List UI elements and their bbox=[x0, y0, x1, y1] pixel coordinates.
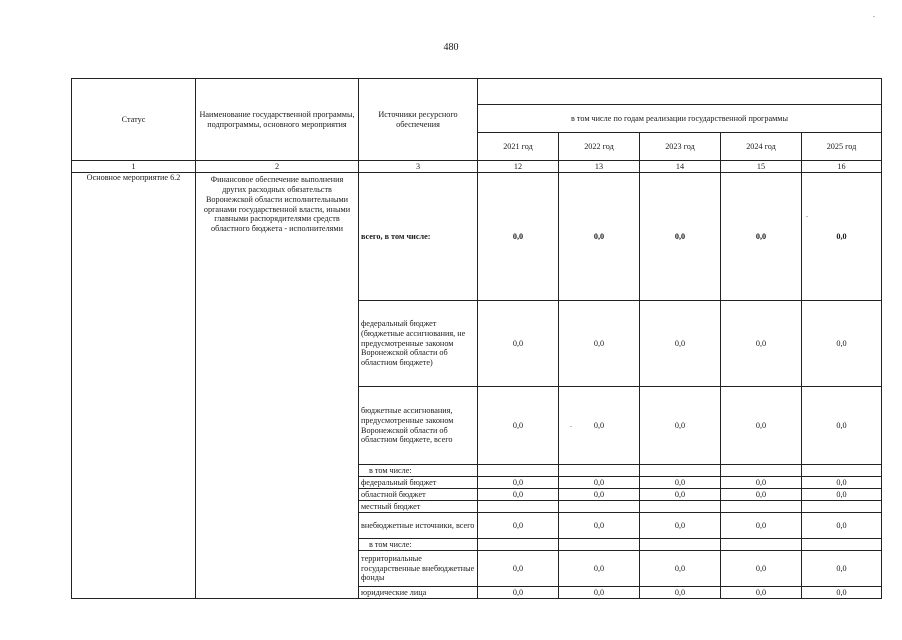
col-number: 12 bbox=[478, 161, 559, 173]
col-number: 16 bbox=[802, 161, 882, 173]
cell-value: 0,0 bbox=[559, 301, 640, 387]
cell-value: 0,0 bbox=[478, 587, 559, 599]
cell-value: 0,0 bbox=[640, 551, 721, 587]
cell-value: 0,0 bbox=[721, 489, 802, 501]
col-number: 3 bbox=[359, 161, 478, 173]
cell-value bbox=[802, 465, 882, 477]
resource-table bbox=[71, 78, 882, 599]
header-row-top bbox=[72, 79, 882, 105]
col-number: 15 bbox=[721, 161, 802, 173]
row-label: местный бюджет bbox=[359, 501, 478, 513]
page-number: 480 bbox=[443, 42, 459, 53]
cell-value: 0,0 bbox=[478, 489, 559, 501]
cell-value bbox=[559, 501, 640, 513]
row-label: федеральный бюджет (бюджетные ассигнования, не предусмотренные законом Воронежской области об областном бюджете) bbox=[359, 301, 478, 387]
row-label: в том числе: bbox=[359, 465, 478, 477]
cell-value: 0,0 bbox=[802, 587, 882, 599]
cell-value bbox=[721, 539, 802, 551]
cell-value: 0,0 bbox=[478, 477, 559, 489]
year-2022: 2022 год bbox=[559, 133, 640, 161]
cell-value: 0,0 bbox=[802, 301, 882, 387]
cell-value: 0,0 bbox=[559, 587, 640, 599]
year-2024: 2024 год bbox=[721, 133, 802, 161]
cell-value: 0,0 bbox=[802, 551, 882, 587]
header-sources: Источники ресурсного обеспечения bbox=[359, 79, 478, 161]
cell-value: 0,0 bbox=[559, 173, 640, 301]
entry-name bbox=[196, 173, 359, 599]
cell-value: 0,0 bbox=[478, 301, 559, 387]
cell-value: 0,0 bbox=[640, 513, 721, 539]
cell-value: 0,0 bbox=[802, 387, 882, 465]
entry-status: Основное мероприятие 6.2 bbox=[72, 173, 196, 599]
cell-value: 0,0 bbox=[802, 173, 882, 301]
cell-value: 0,0 bbox=[559, 513, 640, 539]
cell-value bbox=[802, 501, 882, 513]
col-number: 1 bbox=[72, 161, 196, 173]
cell-value bbox=[478, 539, 559, 551]
cell-value: 0,0 bbox=[640, 387, 721, 465]
cell-value: 0,0 bbox=[640, 489, 721, 501]
header-status: Статус bbox=[72, 79, 196, 161]
row-label: внебюджетные источники, всего bbox=[359, 513, 478, 539]
cell-value: 0,0 bbox=[721, 551, 802, 587]
header-by-years: в том числе по годам реализации государственной программы bbox=[478, 105, 882, 133]
cell-value: 0,0 bbox=[559, 387, 640, 465]
col-number: 2 bbox=[196, 161, 359, 173]
cell-value: 0,0 bbox=[640, 301, 721, 387]
cell-value bbox=[721, 501, 802, 513]
row-label: федеральный бюджет bbox=[359, 477, 478, 489]
cell-value: 0,0 bbox=[478, 513, 559, 539]
cell-value bbox=[640, 501, 721, 513]
cell-value: 0,0 bbox=[478, 173, 559, 301]
cell-value: 0,0 bbox=[640, 587, 721, 599]
cell-value bbox=[640, 465, 721, 477]
cell-value: 0,0 bbox=[721, 301, 802, 387]
cell-value: 0,0 bbox=[559, 551, 640, 587]
cell-value bbox=[478, 501, 559, 513]
entry-name-text: Финансовое обеспечение выполнения других расходных обязательств Воронежской области исполнительными органами государственной власти, иными главными распорядителями средств областного бюджета - исполнителями bbox=[203, 175, 351, 234]
column-number-row bbox=[72, 161, 882, 173]
year-2025: 2025 год bbox=[802, 133, 882, 161]
scan-speck bbox=[873, 16, 875, 17]
year-2023: 2023 год bbox=[640, 133, 721, 161]
cell-value bbox=[721, 465, 802, 477]
cell-value: 0,0 bbox=[559, 477, 640, 489]
cell-value: 0,0 bbox=[721, 173, 802, 301]
row-label: бюджетные ассигнования, предусмотренные законом Воронежской области об областном бюджете, всего bbox=[359, 387, 478, 465]
cell-value bbox=[559, 539, 640, 551]
cell-value: 0,0 bbox=[721, 387, 802, 465]
cell-value: 0,0 bbox=[802, 513, 882, 539]
row-label: юридические лица bbox=[359, 587, 478, 599]
cell-value bbox=[640, 539, 721, 551]
row-label: областной бюджет bbox=[359, 489, 478, 501]
cell-value: 0,0 bbox=[802, 477, 882, 489]
col-number: 14 bbox=[640, 161, 721, 173]
cell-value: 0,0 bbox=[640, 477, 721, 489]
col-number: 13 bbox=[559, 161, 640, 173]
cell-value: 0,0 bbox=[559, 489, 640, 501]
row-label: всего, в том числе: bbox=[359, 173, 478, 301]
row-label: территориальные государственные внебюджетные фонды bbox=[359, 551, 478, 587]
table-row bbox=[72, 173, 882, 301]
cell-value: 0,0 bbox=[721, 587, 802, 599]
cell-value bbox=[478, 465, 559, 477]
cell-value: 0,0 bbox=[721, 477, 802, 489]
header-name: Наименование государственной программы, подпрограммы, основного мероприятия bbox=[196, 79, 359, 161]
cell-value: 0,0 bbox=[802, 489, 882, 501]
row-label: в том числе: bbox=[359, 539, 478, 551]
cell-value bbox=[802, 539, 882, 551]
cell-value: 0,0 bbox=[721, 513, 802, 539]
header-blank bbox=[478, 79, 882, 105]
cell-value: 0,0 bbox=[640, 173, 721, 301]
year-2021: 2021 год bbox=[478, 133, 559, 161]
cell-value: 0,0 bbox=[478, 551, 559, 587]
cell-value bbox=[559, 465, 640, 477]
cell-value: 0,0 bbox=[478, 387, 559, 465]
